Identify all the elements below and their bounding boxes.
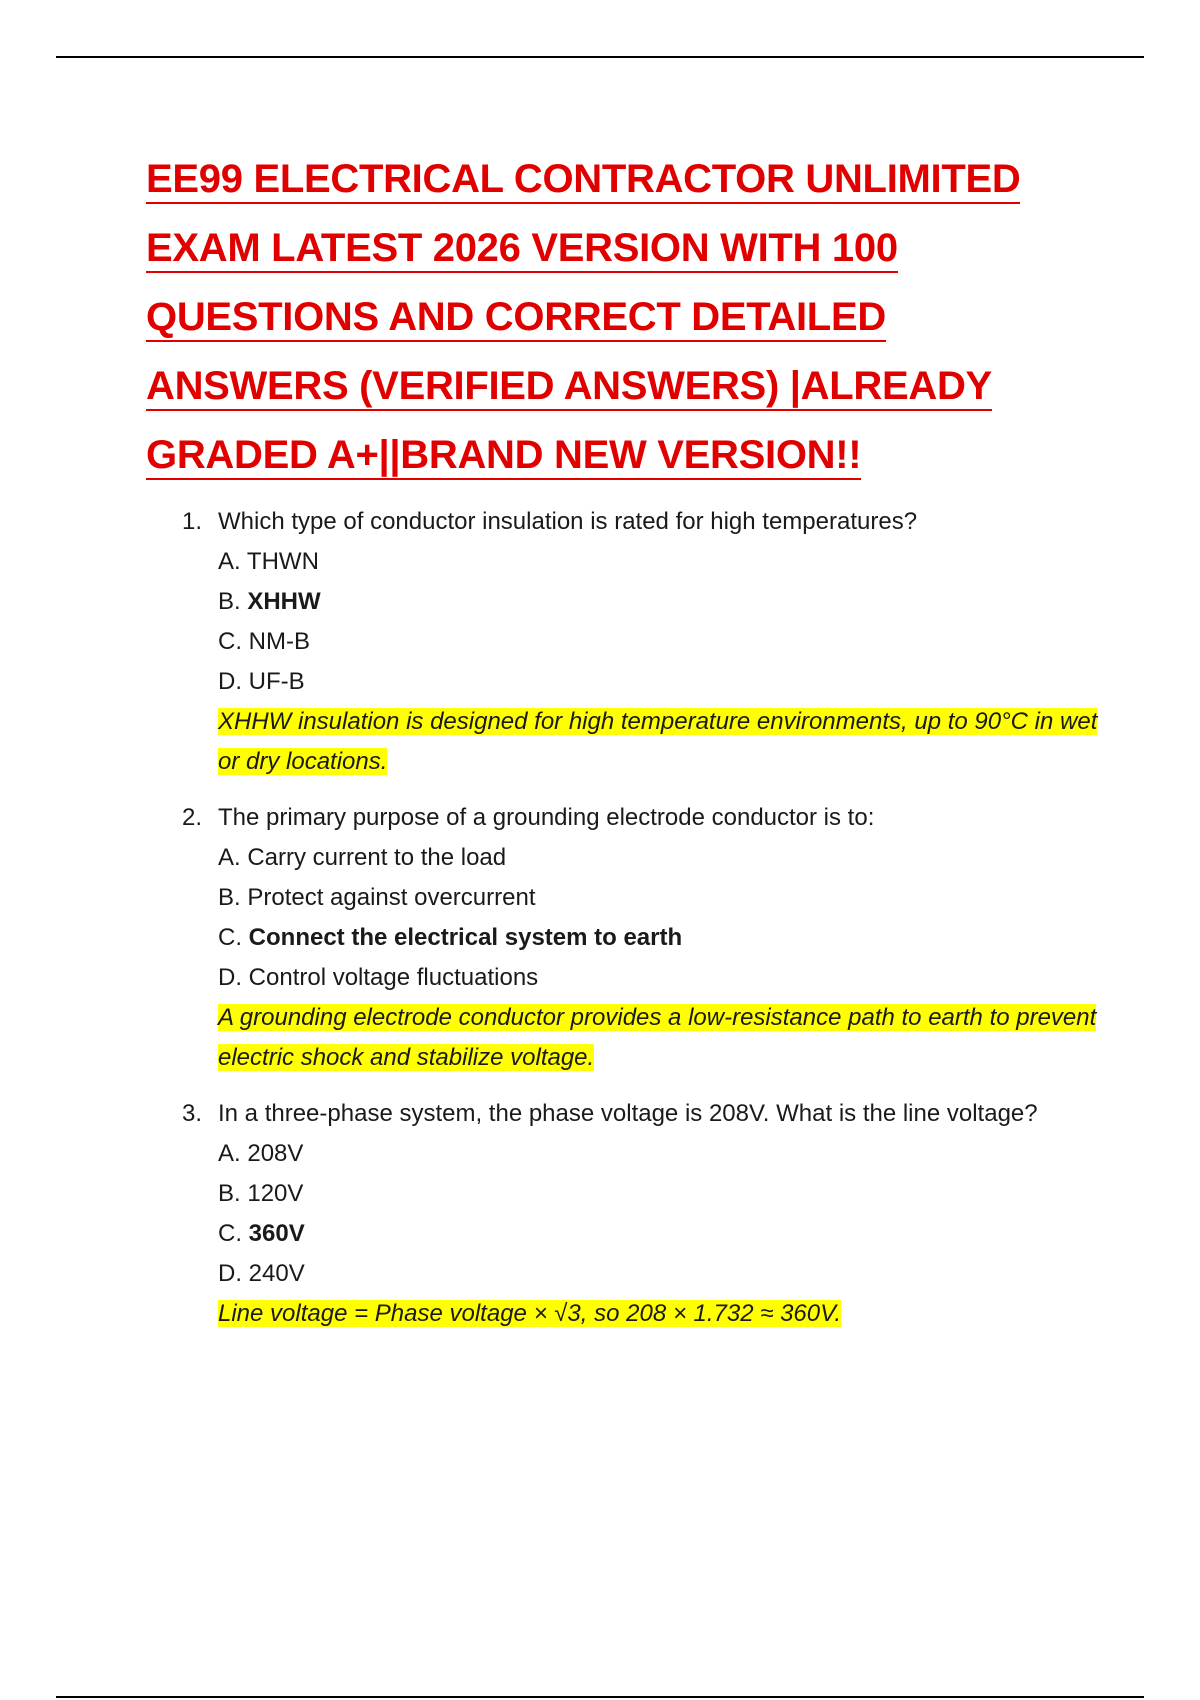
answer-option-correct: C. 360V — [218, 1220, 305, 1247]
title-line: EE99 ELECTRICAL CONTRACTOR UNLIMITED — [146, 145, 1106, 214]
answer-option: A. 208V — [218, 1140, 304, 1167]
question-item — [182, 1094, 1102, 1334]
answer-explanation: XHHW insulation is designed for high temperature environments, up to 90°C in wet or dry locations. — [218, 708, 1098, 775]
title-line: EXAM LATEST 2026 VERSION WITH 100 — [146, 214, 1106, 283]
header-rule — [56, 56, 1144, 58]
answer-option: A. THWN — [218, 548, 319, 575]
document-title — [146, 145, 1106, 490]
answer-explanation: A grounding electrode conductor provides a low-resistance path to earth to prevent electric shock and stabilize voltage. — [218, 1004, 1097, 1071]
question-text: In a three-phase system, the phase voltage is 208V. What is the line voltage? — [218, 1100, 1038, 1127]
question-item — [182, 798, 1102, 1078]
answer-option-correct: B. XHHW — [218, 588, 321, 615]
title-line: ANSWERS (VERIFIED ANSWERS) |ALREADY — [146, 352, 1106, 421]
answer-explanation: Line voltage = Phase voltage × √3, so 208 × 1.732 ≈ 360V. — [218, 1300, 842, 1327]
answer-option: D. 240V — [218, 1260, 305, 1287]
answer-option: B. 120V — [218, 1180, 304, 1207]
answer-option: C. NM-B — [218, 628, 310, 655]
answer-option: D. UF-B — [218, 668, 305, 695]
answer-option: D. Control voltage fluctuations — [218, 964, 539, 991]
title-line: QUESTIONS AND CORRECT DETAILED — [146, 283, 1106, 352]
question-number: 2. — [182, 804, 203, 831]
title-line: GRADED A+||BRAND NEW VERSION!! — [146, 421, 1106, 490]
question-number: 3. — [182, 1100, 203, 1127]
answer-option-correct: C. Connect the electrical system to earth — [218, 924, 683, 951]
question-text: Which type of conductor insulation is rated for high temperatures? — [218, 508, 918, 535]
answer-option: B. Protect against overcurrent — [218, 884, 536, 911]
question-text: The primary purpose of a grounding electrode conductor is to: — [218, 804, 875, 831]
footer-rule — [56, 1696, 1144, 1698]
question-item — [182, 502, 1102, 782]
question-list — [182, 502, 1102, 1350]
question-number: 1. — [182, 508, 203, 535]
answer-option: A. Carry current to the load — [218, 844, 507, 871]
